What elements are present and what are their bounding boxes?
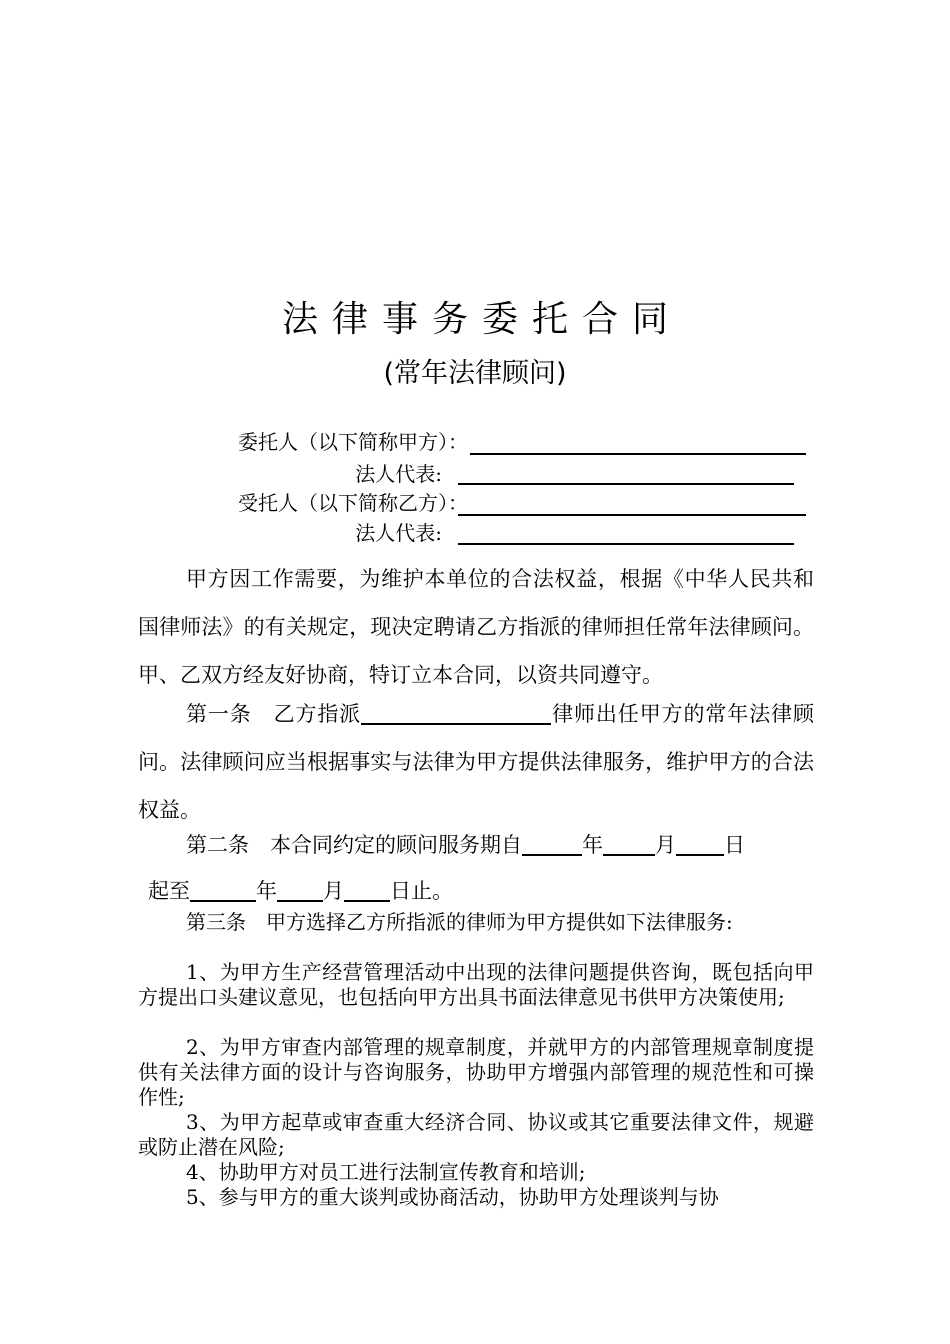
article-1-head: 第一条 乙方指派 <box>186 702 362 726</box>
end-year-label: 年 <box>256 879 277 903</box>
client-rep-fill-line <box>458 483 794 485</box>
article-2-line-1 <box>186 832 745 858</box>
article-1-paragraph <box>138 690 814 834</box>
article-3-item-5: 5、参与甲方的重大谈判或协商活动，协助甲方处理谈判与协 <box>186 1185 719 1209</box>
lawyer-name-blank <box>361 703 551 725</box>
article-3-item-3: 3、为甲方起草或审查重大经济合同、协议或其它重要法律文件，规避或防止潜在风险; <box>138 1110 814 1159</box>
agent-rep-label: 法人代表: <box>355 521 442 545</box>
start-day-label: 日 <box>724 833 745 857</box>
end-day-label: 日止。 <box>390 879 453 903</box>
from-to-label: 起至 <box>148 879 190 903</box>
article-3-item-1: 1、为甲方生产经营管理活动中出现的法律问题提供咨询，既包括向甲方提出口头建议意见，也包括向甲方出具书面法律意见书供甲方决策使用; <box>138 960 814 1009</box>
agent-rep-fill-line <box>458 543 794 545</box>
document-title: 法律事务委托合同 <box>281 299 682 340</box>
client-row <box>140 428 468 456</box>
client-label: 委托人（以下简称甲方）： <box>238 430 468 454</box>
article-3-paragraph: 第三条 甲方选择乙方所指派的律师为甲方提供如下法律服务: <box>186 910 733 934</box>
start-month-label: 月 <box>655 833 676 857</box>
end-year-blank <box>190 880 256 902</box>
client-fill-line <box>470 453 806 455</box>
agent-fill-line <box>458 514 806 516</box>
start-year-label: 年 <box>582 833 603 857</box>
agent-rep-row <box>140 519 442 547</box>
end-day-blank <box>344 880 390 902</box>
agent-row <box>140 489 468 517</box>
start-month-blank <box>603 834 655 856</box>
start-year-blank <box>522 834 582 856</box>
agent-label: 受托人（以下简称乙方）： <box>238 491 468 515</box>
start-day-blank <box>676 834 724 856</box>
article-3-item-4: 4、协助甲方对员工进行法制宣传教育和培训; <box>186 1160 586 1184</box>
client-rep-row <box>140 460 442 488</box>
end-month-blank <box>277 880 323 902</box>
document-subtitle: (常年法律顾问) <box>383 358 567 389</box>
preamble-paragraph: 甲方因工作需要，为维护本单位的合法权益，根据《中华人民共和国律师法》的有关规定，现决定聘请乙方指派的律师担任常年法律顾问。甲、乙双方经友好协商，特订立本合同，以资共同遵守。 <box>138 567 814 687</box>
article-2-line-2 <box>148 878 453 904</box>
article-3-item-2: 2、为甲方审查内部管理的规章制度，并就甲方的内部管理规章制度提供有关法律方面的设计与咨询服务，协助甲方增强内部管理的规范性和可操作性; <box>138 1035 814 1109</box>
article-1-tail: 律师出任甲方的常年法律顾问。法律顾问应当根据事实与法律为甲方提供法律服务，维护甲方的合法权益。 <box>138 702 815 822</box>
client-rep-label: 法人代表: <box>355 462 442 486</box>
article-2-head: 第二条 本合同约定的顾问服务期自 <box>186 833 522 857</box>
end-month-label: 月 <box>323 879 344 903</box>
